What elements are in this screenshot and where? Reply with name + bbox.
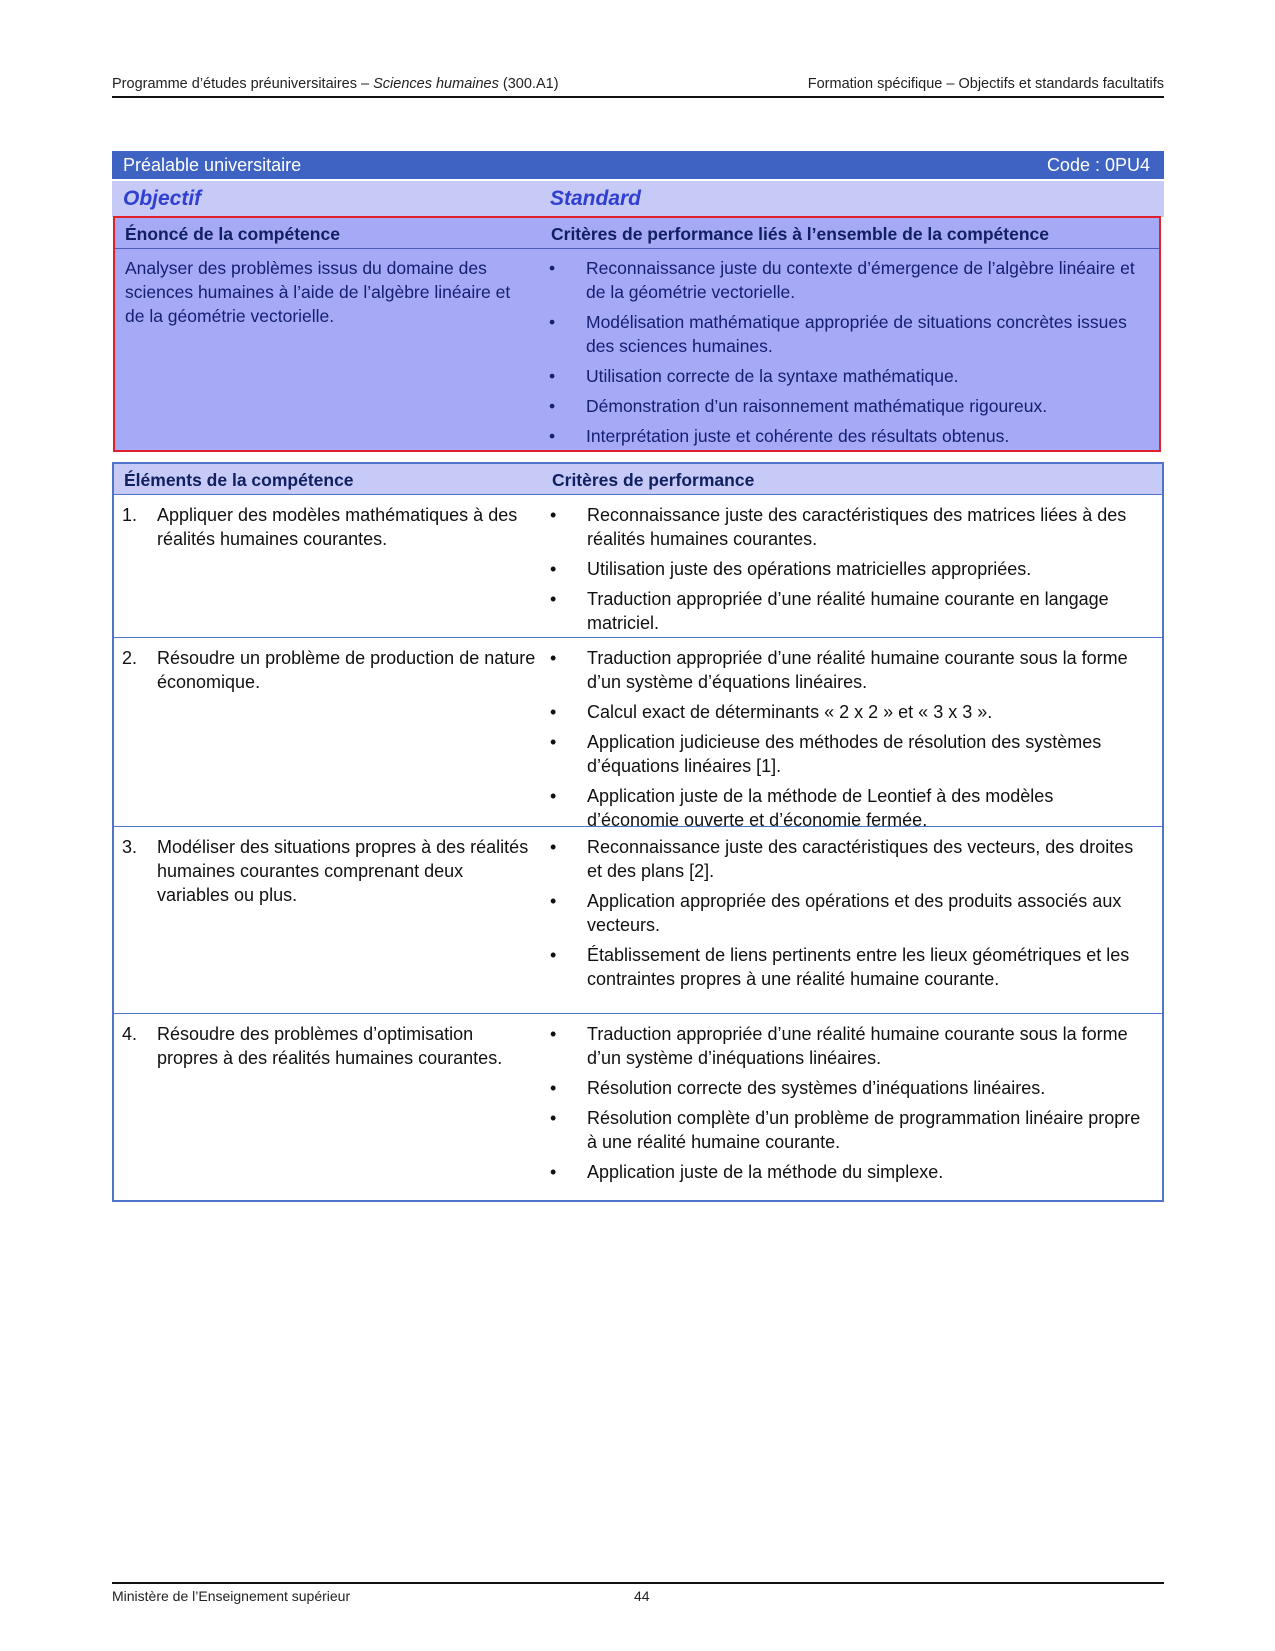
bullet-icon: • [550, 945, 557, 965]
bullet-icon: • [549, 312, 556, 332]
bullet-icon: • [550, 505, 557, 525]
course-code: Code : 0PU4 [1046, 155, 1150, 175]
bullet-icon: • [549, 258, 556, 278]
criterion-item: • Modélisation mathématique appropriée de situations concrètes issues des sciences humaines. [549, 312, 1127, 356]
bullet-icon: • [550, 1024, 557, 1044]
criteres-global-header: Critères de performance liés à l’ensemble de la compétence [551, 224, 1049, 244]
objectif-label: Objectif [123, 187, 202, 210]
elements-header-label: Éléments de la compétence [124, 470, 354, 490]
ministry-name: Ministère de l’Enseignement supérieur [112, 1588, 351, 1604]
element-criteria-list [550, 503, 1150, 641]
competence-criteria-list [549, 256, 1149, 454]
criterion-item: • Résolution complète d’un problème de programmation linéaire propre à une réalité humaine courante. [550, 1108, 1141, 1152]
bullet-icon: • [550, 786, 557, 806]
criterion-item: • Application judicieuse des méthodes de résolution des systèmes d’équations linéaires [1]. [550, 732, 1102, 776]
criterion-item: • Reconnaissance juste des caractéristiques des vecteurs, des droites et des plans [2]. [550, 837, 1134, 881]
program-title: Programme d’études préuniversitaires – Sciences humaines (300.A1) [112, 76, 559, 92]
bullet-icon: • [550, 648, 557, 668]
criterion-item: • Établissement de liens pertinents entre les lieux géométriques et les contraintes propres à une réalité humaine courante. [550, 945, 1130, 989]
criterion-item: • Reconnaissance juste des caractéristiques des matrices liées à des réalités humaines courantes. [550, 505, 1127, 549]
criterion-item: • Utilisation juste des opérations matricielles appropriées. [550, 559, 1032, 579]
page-number: 44 [634, 1588, 650, 1604]
bullet-icon: • [550, 1162, 557, 1182]
element-row [114, 495, 1162, 638]
bullet-icon: • [550, 1108, 557, 1128]
element-row [114, 1014, 1162, 1200]
bullet-icon: • [549, 366, 556, 386]
element-criteria-list [550, 835, 1150, 997]
section-subtitle: Formation spécifique – Objectifs et standards facultatifs [807, 76, 1164, 92]
criterion-item: • Traduction appropriée d’une réalité humaine courante sous la forme d’un système d’équations linéaires. [550, 648, 1128, 692]
criterion-item: • Application juste de la méthode du simplexe. [550, 1162, 944, 1182]
criterion-item: • Traduction appropriée d’une réalité humaine courante sous la forme d’un système d’inéquations linéaires. [550, 1024, 1128, 1068]
element-number: 3. [122, 837, 138, 857]
criterion-item: • Démonstration d’un raisonnement mathématique rigoureux. [549, 396, 1048, 416]
criterion-item: • Interprétation juste et cohérente des résultats obtenus. [549, 426, 1010, 446]
criterion-item: • Traduction appropriée d’une réalité humaine courante en langage matriciel. [550, 589, 1109, 633]
criterion-item: • Application appropriée des opérations et des produits associés aux vecteurs. [550, 891, 1122, 935]
course-title-bar [112, 151, 1164, 179]
element-row [114, 827, 1162, 1014]
enonce-header: Énoncé de la compétence [125, 224, 340, 244]
element-text: Appliquer des modèles mathématiques à des réalités humaines courantes. [157, 505, 518, 549]
element-criteria-list [550, 1022, 1150, 1190]
criterion-item: • Résolution correcte des systèmes d’inéquations linéaires. [550, 1078, 1046, 1098]
elements-header [114, 464, 1162, 495]
bullet-icon: • [550, 837, 557, 857]
bullet-icon: • [550, 891, 557, 911]
criterion-item: • Calcul exact de déterminants « 2 x 2 » et « 3 x 3 ». [550, 702, 993, 722]
course-title: Préalable universitaire [123, 155, 302, 175]
bullet-icon: • [549, 396, 556, 416]
bullet-icon: • [550, 1078, 557, 1098]
page-header [112, 74, 1164, 98]
competence-statement: Analyser des problèmes issus du domaine des sciences humaines à l’aide de l’algèbre linéaire et de la géométrie vectorielle. [125, 258, 511, 326]
bullet-icon: • [550, 732, 557, 752]
criterion-item: • Application juste de la méthode de Leontief à des modèles d’économie ouverte et d’économie fermée. [550, 786, 1054, 830]
section-labels [112, 181, 1164, 217]
criterion-item: • Reconnaissance juste du contexte d’émergence de l’algèbre linéaire et de la géométrie vectorielle. [549, 258, 1135, 302]
bullet-icon: • [549, 426, 556, 446]
element-criteria-list [550, 646, 1150, 838]
criterion-item: • Utilisation correcte de la syntaxe mathématique. [549, 366, 959, 386]
element-text: Résoudre un problème de production de nature économique. [157, 648, 536, 692]
criteres-header-label: Critères de performance [552, 470, 755, 490]
elements-table [112, 462, 1164, 1202]
bullet-icon: • [550, 559, 557, 579]
element-number: 4. [122, 1024, 138, 1044]
element-number: 1. [122, 505, 138, 525]
element-text: Modéliser des situations propres à des réalités humaines courantes comprenant deux variables ou plus. [157, 837, 529, 905]
page-footer [112, 1582, 1164, 1604]
standard-label: Standard [550, 187, 642, 210]
competence-box [113, 216, 1161, 452]
bullet-icon: • [550, 702, 557, 722]
element-number: 2. [122, 648, 138, 668]
competence-header [115, 218, 1159, 249]
element-text: Résoudre des problèmes d’optimisation propres à des réalités humaines courantes. [157, 1024, 503, 1068]
bullet-icon: • [550, 589, 557, 609]
element-row [114, 638, 1162, 830]
